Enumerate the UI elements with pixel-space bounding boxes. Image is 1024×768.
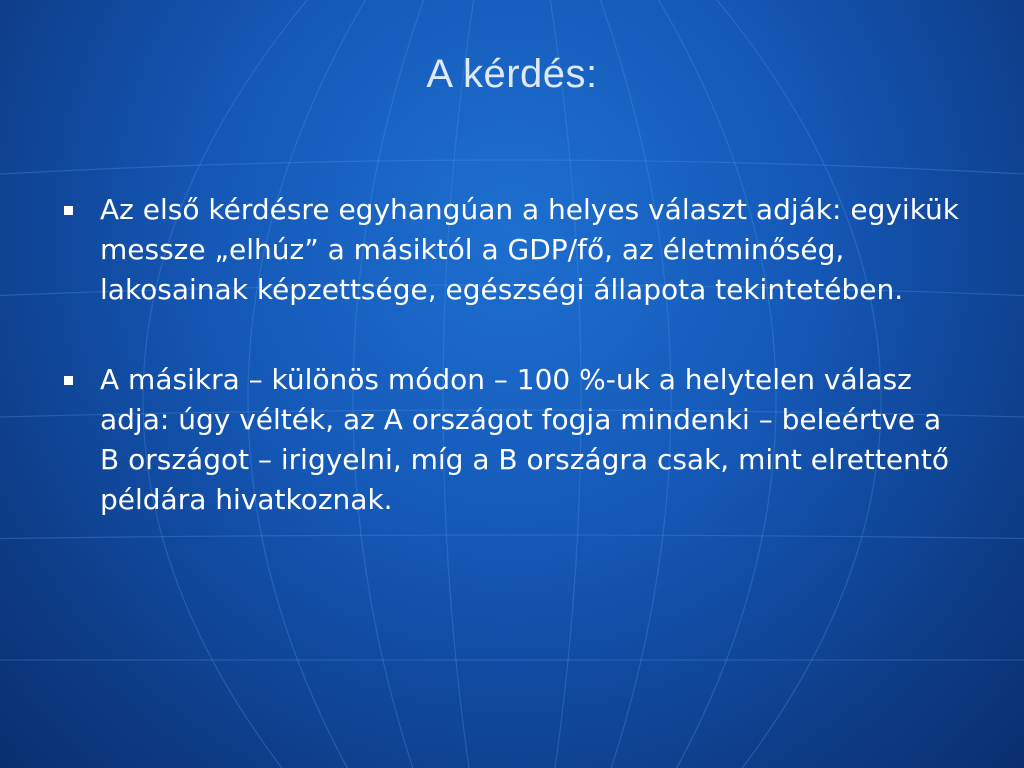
bullet-text: A másikra – különös módon – 100 %-uk a helytelen válasz adja: úgy vélték, az A országot fogja mindenki – beleértve a B országot – irigyelni, míg a B országra csak, mint elrettentő példára hivatkoznak. [100, 363, 949, 516]
square-bullet-icon [64, 206, 73, 215]
bullet-list [60, 190, 960, 570]
bullet-text: Az első kérdésre egyhangúan a helyes választ adják: egyikük messze „elhúz” a másiktól a GDP/fő, az életminőség, lakosainak képzettsége, egészségi állapota tekintetében. [100, 193, 960, 306]
bullet-item [60, 190, 960, 310]
bullet-item [60, 360, 960, 520]
slide-title: A kérdés: [426, 52, 598, 96]
square-bullet-icon [64, 376, 73, 385]
